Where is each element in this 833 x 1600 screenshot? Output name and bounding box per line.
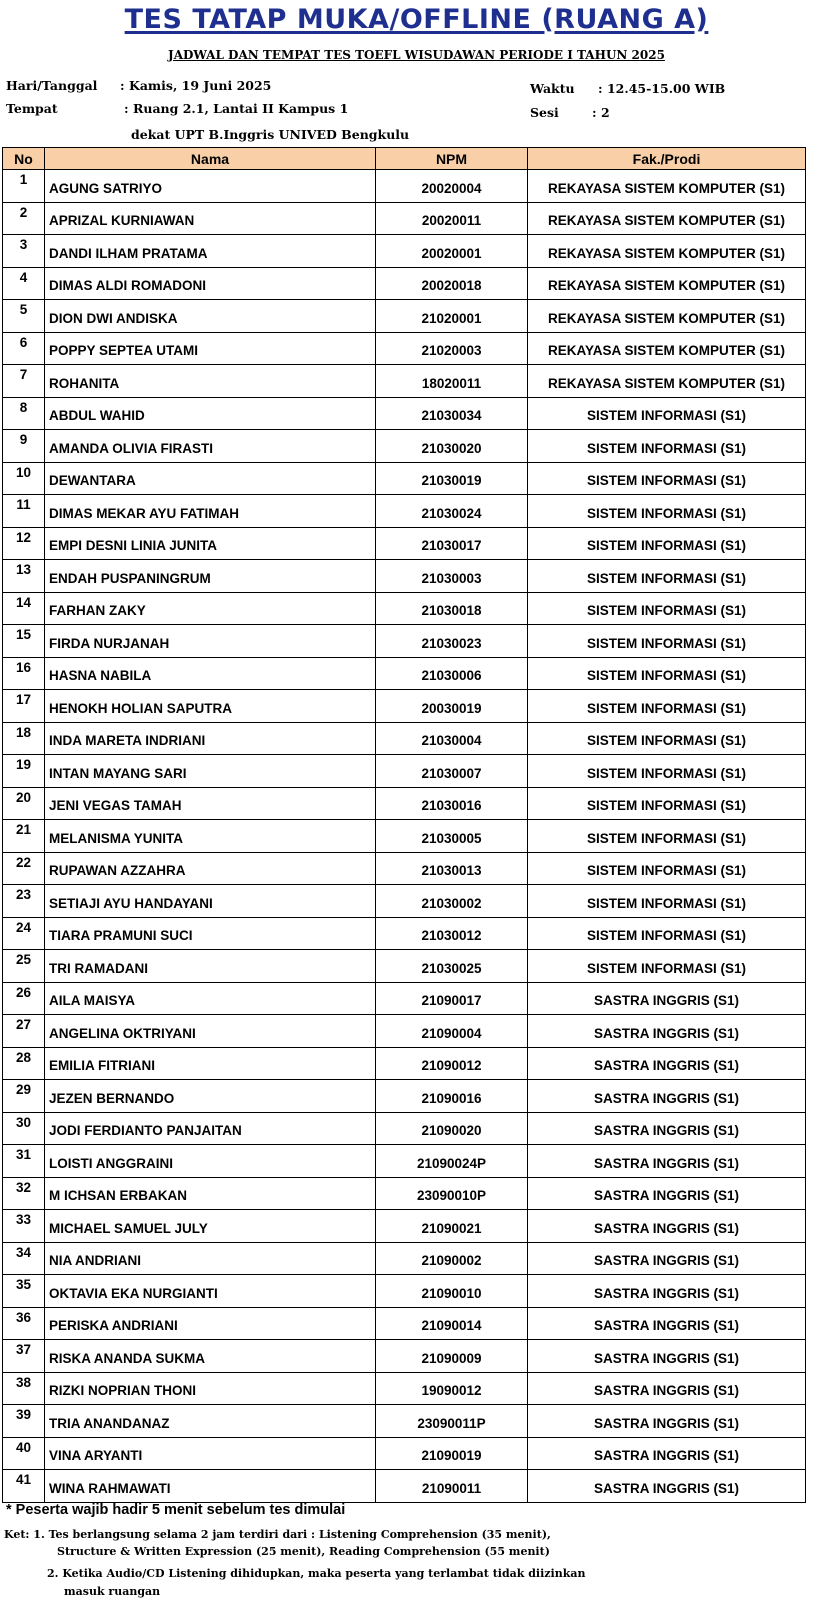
cell-npm: 21090016 — [376, 1080, 528, 1113]
cell-npm: 21090012 — [376, 1047, 528, 1080]
sesi-label: Sesi — [530, 105, 559, 120]
cell-nama: DANDI ILHAM PRATAMA — [45, 235, 376, 268]
cell-no: 11 — [3, 495, 45, 528]
cell-no: 36 — [3, 1307, 45, 1340]
ket-line-3: 2. Ketika Audio/CD Listening dihidupkan, maka peserta yang terlambat tidak diizinkan — [47, 1567, 586, 1580]
cell-npm: 21090020 — [376, 1112, 528, 1145]
cell-nama: DIMAS MEKAR AYU FATIMAH — [45, 495, 376, 528]
cell-nama: AILA MAISYA — [45, 982, 376, 1015]
cell-no: 14 — [3, 592, 45, 625]
cell-npm: 21020003 — [376, 332, 528, 365]
cell-prodi: SASTRA INGGRIS (S1) — [528, 1080, 806, 1113]
cell-prodi: REKAYASA SISTEM KOMPUTER (S1) — [528, 267, 806, 300]
cell-nama: HASNA NABILA — [45, 657, 376, 690]
cell-prodi: SISTEM INFORMASI (S1) — [528, 885, 806, 918]
cell-nama: WINA RAHMAWATI — [45, 1470, 376, 1503]
cell-nama: SETIAJI AYU HANDAYANI — [45, 885, 376, 918]
ket-line-4: masuk ruangan — [64, 1585, 161, 1598]
table-row — [3, 722, 806, 755]
tempat-value-line2: dekat UPT B.Inggris UNIVED Bengkulu — [131, 127, 410, 142]
page-subtitle: JADWAL DAN TEMPAT TES TOEFL WISUDAWAN PERIODE I TAHUN 2025 — [168, 48, 665, 62]
cell-prodi: SASTRA INGGRIS (S1) — [528, 1242, 806, 1275]
cell-nama: PERISKA ANDRIANI — [45, 1307, 376, 1340]
cell-prodi: REKAYASA SISTEM KOMPUTER (S1) — [528, 202, 806, 235]
cell-nama: JEZEN BERNANDO — [45, 1080, 376, 1113]
cell-prodi: SISTEM INFORMASI (S1) — [528, 950, 806, 983]
cell-no: 19 — [3, 755, 45, 788]
table-row — [3, 462, 806, 495]
tempat-label: Tempat — [6, 101, 58, 116]
cell-nama: JODI FERDIANTO PANJAITAN — [45, 1112, 376, 1145]
cell-prodi: SISTEM INFORMASI (S1) — [528, 690, 806, 723]
cell-nama: DEWANTARA — [45, 462, 376, 495]
cell-nama: ROHANITA — [45, 365, 376, 398]
cell-nama: HENOKH HOLIAN SAPUTRA — [45, 690, 376, 723]
cell-nama: ABDUL WAHID — [45, 397, 376, 430]
cell-npm: 21020001 — [376, 300, 528, 333]
cell-no: 37 — [3, 1340, 45, 1373]
header-prodi: Fak./Prodi — [528, 148, 806, 170]
cell-npm: 21090011 — [376, 1470, 528, 1503]
table-row — [3, 625, 806, 658]
cell-prodi: SASTRA INGGRIS (S1) — [528, 1437, 806, 1470]
cell-npm: 20030019 — [376, 690, 528, 723]
cell-npm: 21090021 — [376, 1210, 528, 1243]
cell-prodi: SISTEM INFORMASI (S1) — [528, 495, 806, 528]
cell-nama: RIZKI NOPRIAN THONI — [45, 1372, 376, 1405]
table-row — [3, 560, 806, 593]
table-row — [3, 950, 806, 983]
cell-nama: RISKA ANANDA SUKMA — [45, 1340, 376, 1373]
table-row — [3, 982, 806, 1015]
cell-no: 3 — [3, 235, 45, 268]
cell-no: 27 — [3, 1015, 45, 1048]
table-row — [3, 1047, 806, 1080]
table-row — [3, 235, 806, 268]
cell-npm: 21090009 — [376, 1340, 528, 1373]
cell-no: 29 — [3, 1080, 45, 1113]
cell-nama: M ICHSAN ERBAKAN — [45, 1177, 376, 1210]
cell-no: 10 — [3, 462, 45, 495]
cell-npm: 20020018 — [376, 267, 528, 300]
cell-prodi: SASTRA INGGRIS (S1) — [528, 1470, 806, 1503]
cell-nama: JENI VEGAS TAMAH — [45, 787, 376, 820]
cell-npm: 19090012 — [376, 1372, 528, 1405]
cell-npm: 21030017 — [376, 527, 528, 560]
table-row — [3, 755, 806, 788]
table-row — [3, 1242, 806, 1275]
cell-prodi: SASTRA INGGRIS (S1) — [528, 1047, 806, 1080]
cell-npm: 21030003 — [376, 560, 528, 593]
cell-prodi: SASTRA INGGRIS (S1) — [528, 1112, 806, 1145]
cell-npm: 21030013 — [376, 852, 528, 885]
cell-prodi: SISTEM INFORMASI (S1) — [528, 852, 806, 885]
cell-npm: 21030024 — [376, 495, 528, 528]
cell-prodi: SASTRA INGGRIS (S1) — [528, 1372, 806, 1405]
table-row — [3, 1340, 806, 1373]
cell-no: 24 — [3, 917, 45, 950]
cell-no: 1 — [3, 170, 45, 203]
cell-no: 21 — [3, 820, 45, 853]
cell-npm: 21090004 — [376, 1015, 528, 1048]
cell-no: 28 — [3, 1047, 45, 1080]
cell-no: 17 — [3, 690, 45, 723]
cell-prodi: REKAYASA SISTEM KOMPUTER (S1) — [528, 170, 806, 203]
table-row — [3, 430, 806, 463]
cell-npm: 21030005 — [376, 820, 528, 853]
table-row — [3, 1112, 806, 1145]
cell-no: 9 — [3, 430, 45, 463]
cell-npm: 21030019 — [376, 462, 528, 495]
table-row — [3, 820, 806, 853]
hari-value: : Kamis, 19 Juni 2025 — [120, 78, 272, 93]
cell-nama: VINA ARYANTI — [45, 1437, 376, 1470]
cell-no: 8 — [3, 397, 45, 430]
cell-npm: 20020011 — [376, 202, 528, 235]
table-row — [3, 592, 806, 625]
cell-prodi: SISTEM INFORMASI (S1) — [528, 755, 806, 788]
table-row — [3, 1405, 806, 1438]
cell-no: 32 — [3, 1177, 45, 1210]
cell-nama: AMANDA OLIVIA FIRASTI — [45, 430, 376, 463]
cell-no: 18 — [3, 722, 45, 755]
cell-no: 41 — [3, 1470, 45, 1503]
cell-no: 16 — [3, 657, 45, 690]
cell-npm: 21090014 — [376, 1307, 528, 1340]
cell-npm: 21030007 — [376, 755, 528, 788]
table-row — [3, 852, 806, 885]
ket-line-1: Ket: 1. Tes berlangsung selama 2 jam terdiri dari : Listening Comprehension (35 menit), — [4, 1528, 551, 1541]
cell-nama: TRIA ANANDANAZ — [45, 1405, 376, 1438]
table-row — [3, 397, 806, 430]
table-row — [3, 365, 806, 398]
cell-prodi: SASTRA INGGRIS (S1) — [528, 1405, 806, 1438]
cell-prodi: SISTEM INFORMASI (S1) — [528, 917, 806, 950]
cell-npm: 21030025 — [376, 950, 528, 983]
table-row — [3, 787, 806, 820]
table-row — [3, 527, 806, 560]
cell-nama: FARHAN ZAKY — [45, 592, 376, 625]
cell-npm: 21030006 — [376, 657, 528, 690]
cell-nama: INTAN MAYANG SARI — [45, 755, 376, 788]
cell-npm: 21030018 — [376, 592, 528, 625]
cell-prodi: SASTRA INGGRIS (S1) — [528, 1307, 806, 1340]
table-row — [3, 1437, 806, 1470]
table-row — [3, 495, 806, 528]
cell-no: 20 — [3, 787, 45, 820]
cell-npm: 21030016 — [376, 787, 528, 820]
cell-npm: 21090002 — [376, 1242, 528, 1275]
cell-nama: INDA MARETA INDRIANI — [45, 722, 376, 755]
cell-no: 23 — [3, 885, 45, 918]
cell-prodi: REKAYASA SISTEM KOMPUTER (S1) — [528, 235, 806, 268]
table-row — [3, 1470, 806, 1503]
table-header-row — [3, 148, 806, 170]
table-row — [3, 267, 806, 300]
cell-npm: 21030034 — [376, 397, 528, 430]
cell-no: 39 — [3, 1405, 45, 1438]
table-row — [3, 332, 806, 365]
cell-prodi: REKAYASA SISTEM KOMPUTER (S1) — [528, 332, 806, 365]
cell-npm: 20020001 — [376, 235, 528, 268]
cell-prodi: SISTEM INFORMASI (S1) — [528, 430, 806, 463]
attendance-note: * Peserta wajib hadir 5 menit sebelum tes dimulai — [6, 1502, 346, 1518]
table-row — [3, 1145, 806, 1178]
table-row — [3, 170, 806, 203]
cell-no: 33 — [3, 1210, 45, 1243]
cell-no: 40 — [3, 1437, 45, 1470]
table-row — [3, 1015, 806, 1048]
table-row — [3, 885, 806, 918]
cell-npm: 21030002 — [376, 885, 528, 918]
table-body — [3, 170, 806, 1503]
page-title: TES TATAP MUKA/OFFLINE (RUANG A) — [124, 4, 709, 35]
cell-no: 12 — [3, 527, 45, 560]
table-row — [3, 300, 806, 333]
cell-prodi: SISTEM INFORMASI (S1) — [528, 722, 806, 755]
cell-prodi: SASTRA INGGRIS (S1) — [528, 1275, 806, 1308]
table-row — [3, 1307, 806, 1340]
cell-npm: 21090017 — [376, 982, 528, 1015]
header-no: No — [3, 148, 45, 170]
cell-npm: 23090011P — [376, 1405, 528, 1438]
cell-no: 22 — [3, 852, 45, 885]
cell-prodi: SASTRA INGGRIS (S1) — [528, 1177, 806, 1210]
header-nama: Nama — [45, 148, 376, 170]
cell-no: 4 — [3, 267, 45, 300]
participant-table — [2, 147, 806, 1503]
table-row — [3, 657, 806, 690]
tempat-value: : Ruang 2.1, Lantai II Kampus 1 — [124, 101, 349, 116]
cell-no: 34 — [3, 1242, 45, 1275]
table-row — [3, 1372, 806, 1405]
waktu-value: : 12.45-15.00 WIB — [598, 81, 726, 96]
cell-no: 2 — [3, 202, 45, 235]
cell-prodi: SISTEM INFORMASI (S1) — [528, 462, 806, 495]
sesi-value: : 2 — [592, 105, 610, 120]
cell-nama: ANGELINA OKTRIYANI — [45, 1015, 376, 1048]
cell-nama: OKTAVIA EKA NURGIANTI — [45, 1275, 376, 1308]
cell-npm: 21030004 — [376, 722, 528, 755]
cell-nama: DION DWI ANDISKA — [45, 300, 376, 333]
cell-no: 7 — [3, 365, 45, 398]
cell-prodi: SISTEM INFORMASI (S1) — [528, 625, 806, 658]
cell-npm: 21030023 — [376, 625, 528, 658]
header-npm: NPM — [376, 148, 528, 170]
table-row — [3, 690, 806, 723]
cell-no: 25 — [3, 950, 45, 983]
cell-nama: LOISTI ANGGRAINI — [45, 1145, 376, 1178]
cell-npm: 18020011 — [376, 365, 528, 398]
cell-no: 6 — [3, 332, 45, 365]
cell-prodi: SISTEM INFORMASI (S1) — [528, 527, 806, 560]
cell-nama: POPPY SEPTEA UTAMI — [45, 332, 376, 365]
cell-npm: 21090010 — [376, 1275, 528, 1308]
cell-prodi: SISTEM INFORMASI (S1) — [528, 560, 806, 593]
cell-nama: DIMAS ALDI ROMADONI — [45, 267, 376, 300]
cell-no: 13 — [3, 560, 45, 593]
table-row — [3, 917, 806, 950]
cell-no: 30 — [3, 1112, 45, 1145]
table-row — [3, 1210, 806, 1243]
cell-nama: TIARA PRAMUNI SUCI — [45, 917, 376, 950]
cell-prodi: SISTEM INFORMASI (S1) — [528, 787, 806, 820]
cell-npm: 23090010P — [376, 1177, 528, 1210]
table-row — [3, 202, 806, 235]
table-row — [3, 1177, 806, 1210]
cell-nama: MICHAEL SAMUEL JULY — [45, 1210, 376, 1243]
cell-prodi: SASTRA INGGRIS (S1) — [528, 1210, 806, 1243]
cell-nama: MELANISMA YUNITA — [45, 820, 376, 853]
cell-nama: AGUNG SATRIYO — [45, 170, 376, 203]
table-row — [3, 1080, 806, 1113]
cell-nama: TRI RAMADANI — [45, 950, 376, 983]
cell-npm: 21090024P — [376, 1145, 528, 1178]
cell-nama: ENDAH PUSPANINGRUM — [45, 560, 376, 593]
cell-no: 5 — [3, 300, 45, 333]
cell-prodi: REKAYASA SISTEM KOMPUTER (S1) — [528, 365, 806, 398]
cell-nama: APRIZAL KURNIAWAN — [45, 202, 376, 235]
ket-line-2: Structure & Written Expression (25 menit), Reading Comprehension (55 menit) — [57, 1545, 550, 1558]
cell-no: 38 — [3, 1372, 45, 1405]
cell-no: 15 — [3, 625, 45, 658]
hari-label: Hari/Tanggal — [6, 78, 98, 93]
cell-prodi: REKAYASA SISTEM KOMPUTER (S1) — [528, 300, 806, 333]
cell-nama: EMPI DESNI LINIA JUNITA — [45, 527, 376, 560]
cell-prodi: SISTEM INFORMASI (S1) — [528, 820, 806, 853]
cell-npm: 21090019 — [376, 1437, 528, 1470]
cell-no: 35 — [3, 1275, 45, 1308]
cell-no: 31 — [3, 1145, 45, 1178]
cell-nama: RUPAWAN AZZAHRA — [45, 852, 376, 885]
cell-prodi: SISTEM INFORMASI (S1) — [528, 592, 806, 625]
cell-prodi: SASTRA INGGRIS (S1) — [528, 982, 806, 1015]
cell-nama: EMILIA FITRIANI — [45, 1047, 376, 1080]
cell-prodi: SASTRA INGGRIS (S1) — [528, 1145, 806, 1178]
cell-prodi: SASTRA INGGRIS (S1) — [528, 1340, 806, 1373]
cell-npm: 20020004 — [376, 170, 528, 203]
cell-npm: 21030012 — [376, 917, 528, 950]
table-row — [3, 1275, 806, 1308]
cell-no: 26 — [3, 982, 45, 1015]
cell-prodi: SISTEM INFORMASI (S1) — [528, 397, 806, 430]
cell-nama: FIRDA NURJANAH — [45, 625, 376, 658]
cell-npm: 21030020 — [376, 430, 528, 463]
cell-nama: NIA ANDRIANI — [45, 1242, 376, 1275]
cell-prodi: SISTEM INFORMASI (S1) — [528, 657, 806, 690]
waktu-label: Waktu — [530, 81, 575, 96]
cell-prodi: SASTRA INGGRIS (S1) — [528, 1015, 806, 1048]
